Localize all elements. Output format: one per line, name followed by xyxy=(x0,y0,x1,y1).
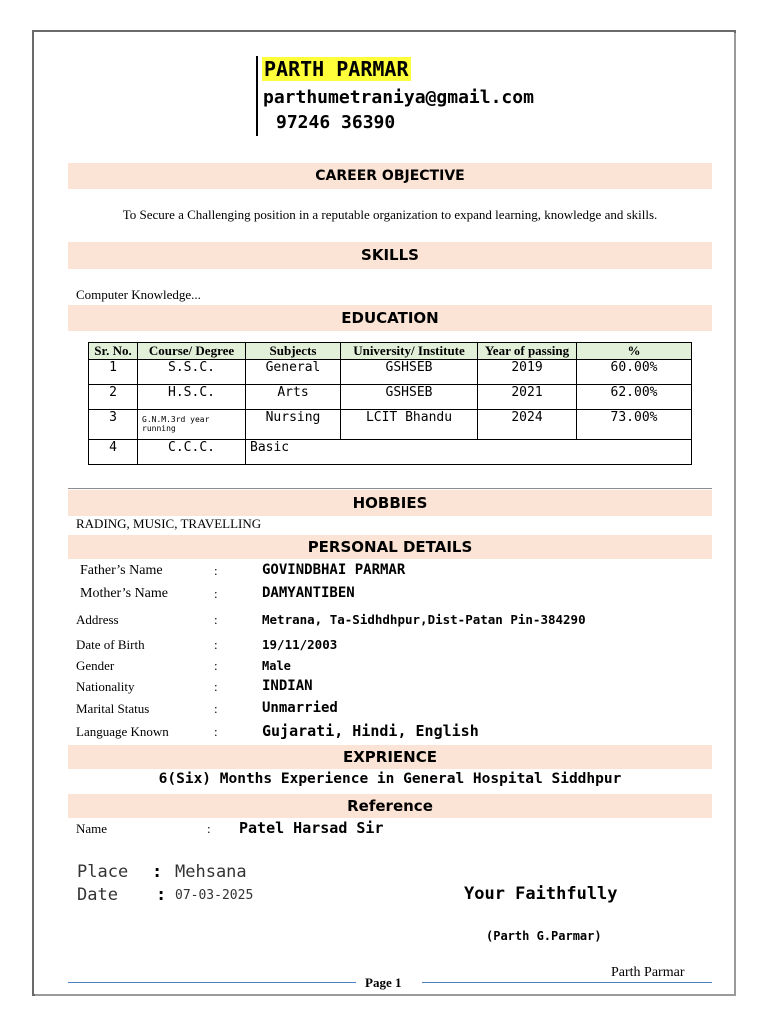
place-label: Place xyxy=(77,862,129,882)
pd-colon: : xyxy=(214,586,218,601)
footer-line-right xyxy=(422,982,712,983)
footer-author: Parth Parmar xyxy=(611,965,685,980)
pd-value-gender: Male xyxy=(262,659,291,673)
cell-subjects: Nursing xyxy=(246,410,341,440)
cell-percent: 60.00% xyxy=(577,360,692,385)
pd-value-marital: Unmarried xyxy=(262,700,338,716)
experience-text: 6(Six) Months Experience in General Hospital Siddhpur xyxy=(158,771,622,787)
cell-course: S.S.C. xyxy=(138,360,246,385)
cell-course: H.S.C. xyxy=(138,385,246,410)
pd-colon: : xyxy=(214,679,218,694)
education-heading: EDUCATION xyxy=(68,305,712,331)
col-institute: University/ Institute xyxy=(341,343,478,360)
date-colon: : xyxy=(156,885,167,905)
cell-institute: GSHSEB xyxy=(341,385,478,410)
pd-colon: : xyxy=(214,724,218,739)
section-divider xyxy=(68,488,712,489)
pd-value-dob: 19/11/2003 xyxy=(262,637,338,652)
career-objective-heading: CAREER OBJECTIVE xyxy=(68,163,712,189)
candidate-phone: 97246 36390 xyxy=(276,112,396,133)
pd-colon: : xyxy=(214,563,218,578)
pd-label-mother: Mother’s Name xyxy=(80,586,168,601)
signature-name: (Parth G.Parmar) xyxy=(486,929,602,943)
cell-sr: 3 xyxy=(89,410,138,440)
table-row xyxy=(89,360,692,385)
place-value: Mehsana xyxy=(175,862,247,882)
cell-sr: 4 xyxy=(89,440,138,465)
pd-label-gender: Gender xyxy=(76,658,115,673)
pd-value-language: Gujarati, Hindi, English xyxy=(262,722,479,740)
cell-percent: 73.00% xyxy=(577,410,692,440)
education-table xyxy=(88,342,692,465)
pd-value-mother: DAMYANTIBEN xyxy=(262,585,355,601)
pd-label-father: Father’s Name xyxy=(80,563,163,578)
pd-colon: : xyxy=(214,658,218,673)
pd-label-address: Address xyxy=(76,612,119,627)
cell-year: 2019 xyxy=(478,360,577,385)
cell-subjects: Basic xyxy=(246,440,692,465)
col-percent: % xyxy=(577,343,692,360)
cell-subjects: General xyxy=(246,360,341,385)
cell-year: 2024 xyxy=(478,410,577,440)
cell-sr: 1 xyxy=(89,360,138,385)
reference-colon: : xyxy=(207,821,211,836)
page-number: Page 1 xyxy=(365,975,402,990)
pd-label-language: Language Known xyxy=(76,724,169,739)
date-label: Date xyxy=(77,885,118,905)
cell-course: G.N.M.3rd year running xyxy=(138,410,246,440)
col-year: Year of passing xyxy=(478,343,577,360)
candidate-email: parthumetraniya@gmail.com xyxy=(263,87,534,108)
cell-institute: LCIT Bhandu xyxy=(341,410,478,440)
cell-institute: GSHSEB xyxy=(341,360,478,385)
pd-value-address: Metrana, Ta-Sidhdhpur,Dist-Patan Pin-384290 xyxy=(262,612,586,627)
cell-percent: 62.00% xyxy=(577,385,692,410)
experience-heading: EXPRIENCE xyxy=(68,745,712,769)
pd-value-nationality: INDIAN xyxy=(262,678,313,694)
table-row xyxy=(89,385,692,410)
footer-line-left xyxy=(68,982,356,983)
reference-label: Name xyxy=(76,821,108,836)
cell-sr: 2 xyxy=(89,385,138,410)
skills-text: Computer Knowledge... xyxy=(76,287,201,302)
cell-year: 2021 xyxy=(478,385,577,410)
personal-details-heading: PERSONAL DETAILS xyxy=(68,535,712,559)
reference-heading: Reference xyxy=(68,794,712,818)
candidate-name: PARTH PARMAR xyxy=(264,57,409,81)
career-objective-text: To Secure a Challenging position in a reputable organization to expand learning, knowledge and skills. xyxy=(122,207,658,222)
pd-label-dob: Date of Birth xyxy=(76,637,145,652)
reference-value: Patel Harsad Sir xyxy=(239,819,384,837)
pd-colon: : xyxy=(214,637,218,652)
signoff: Your Faithfully xyxy=(464,884,618,904)
col-sr-no: Sr. No. xyxy=(89,343,138,360)
cell-subjects: Arts xyxy=(246,385,341,410)
hobbies-text: RADING, MUSIC, TRAVELLING xyxy=(76,516,262,531)
table-row xyxy=(89,440,692,465)
pd-colon: : xyxy=(214,701,218,716)
pd-colon: : xyxy=(214,612,218,627)
place-colon: : xyxy=(152,862,163,882)
cell-course: C.C.C. xyxy=(138,440,246,465)
pd-label-marital: Marital Status xyxy=(76,701,150,716)
education-header-row xyxy=(89,343,692,360)
date-value: 07-03-2025 xyxy=(175,888,254,903)
col-subjects: Subjects xyxy=(246,343,341,360)
pd-label-nationality: Nationality xyxy=(76,679,135,694)
col-course: Course/ Degree xyxy=(138,343,246,360)
hobbies-heading: HOBBIES xyxy=(68,490,712,516)
table-row xyxy=(89,410,692,440)
header-divider xyxy=(256,56,258,136)
skills-heading: SKILLS xyxy=(68,242,712,269)
pd-value-father: GOVINDBHAI PARMAR xyxy=(262,562,406,578)
